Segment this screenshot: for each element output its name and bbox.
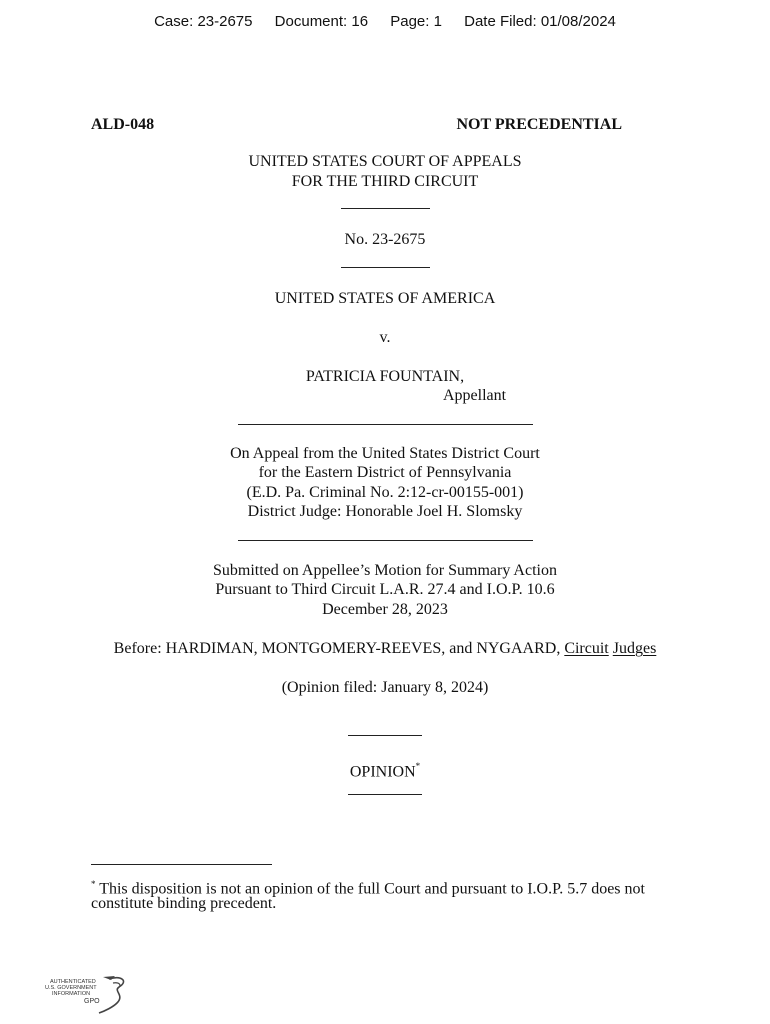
judges-word: Judges: [612, 640, 657, 657]
filing-header: [0, 13, 770, 30]
separator-rule: [348, 794, 422, 795]
separator-rule: [341, 208, 430, 209]
circuit-word: Circuit: [564, 640, 609, 657]
opinion-footnote-marker: *: [415, 761, 421, 771]
header-case: Case: 23-2675: [154, 13, 253, 30]
separator-rule: [341, 267, 430, 268]
header-page: Page: 1: [390, 13, 442, 30]
appeal-line2: for the Eastern District of Pennsylvania: [258, 464, 512, 481]
opinion-filed-date: (Opinion filed: January 8, 2024): [281, 679, 489, 696]
gpo-authentication-seal-icon: [43, 973, 133, 1017]
court-name-line2: FOR THE THIRD CIRCUIT: [291, 173, 479, 190]
panel-judges-text: Before: HARDIMAN, MONTGOMERY-REEVES, and NYGAARD,: [113, 640, 565, 657]
seal-line3: INFORMATION: [52, 991, 91, 997]
submitted-line3: December 28, 2023: [322, 601, 448, 618]
seal-line1: AUTHENTICATED: [50, 979, 96, 985]
ald-number: ALD-048: [91, 116, 155, 133]
appeal-line1: On Appeal from the United States District Court: [230, 445, 540, 462]
submitted-line2: Pursuant to Third Circuit L.A.R. 27.4 and I.O.P. 10.6: [215, 581, 555, 598]
footnote-text-line1: This disposition is not an opinion of the full Court and pursuant to I.O.P. 5.7 does not: [95, 880, 645, 898]
plaintiff-name: UNITED STATES OF AMERICA: [274, 290, 496, 307]
opinion-title: [0, 757, 770, 782]
footnote-rule: [91, 864, 272, 865]
appellant-role: Appellant: [443, 387, 507, 404]
opinion-title-text: OPINION: [349, 763, 416, 781]
seal-line2: U.S. GOVERNMENT: [45, 985, 97, 991]
appeal-line3: (E.D. Pa. Criminal No. 2:12-cr-00155-001): [246, 484, 524, 501]
separator-rule: [348, 735, 422, 736]
separator-rule: [238, 424, 533, 425]
panel-judges: [0, 639, 770, 659]
header-document: Document: 16: [274, 13, 369, 30]
versus-label: v.: [379, 329, 391, 346]
header-date-filed: Date Filed: 01/08/2024: [464, 13, 616, 30]
footnote-line2: constitute binding precedent.: [91, 895, 277, 912]
footnote-marker: *: [91, 879, 96, 889]
court-name-line1: UNITED STATES COURT OF APPEALS: [248, 153, 522, 170]
seal-line4: GPO: [84, 998, 100, 1005]
appeal-line4: District Judge: Honorable Joel H. Slomsky: [247, 503, 523, 520]
precedential-label: NOT PRECEDENTIAL: [456, 116, 622, 133]
case-number: No. 23-2675: [344, 231, 426, 248]
submitted-line1: Submitted on Appellee’s Motion for Summary Action: [213, 562, 557, 579]
defendant-name: PATRICIA FOUNTAIN,: [305, 368, 465, 385]
separator-rule: [238, 540, 533, 541]
